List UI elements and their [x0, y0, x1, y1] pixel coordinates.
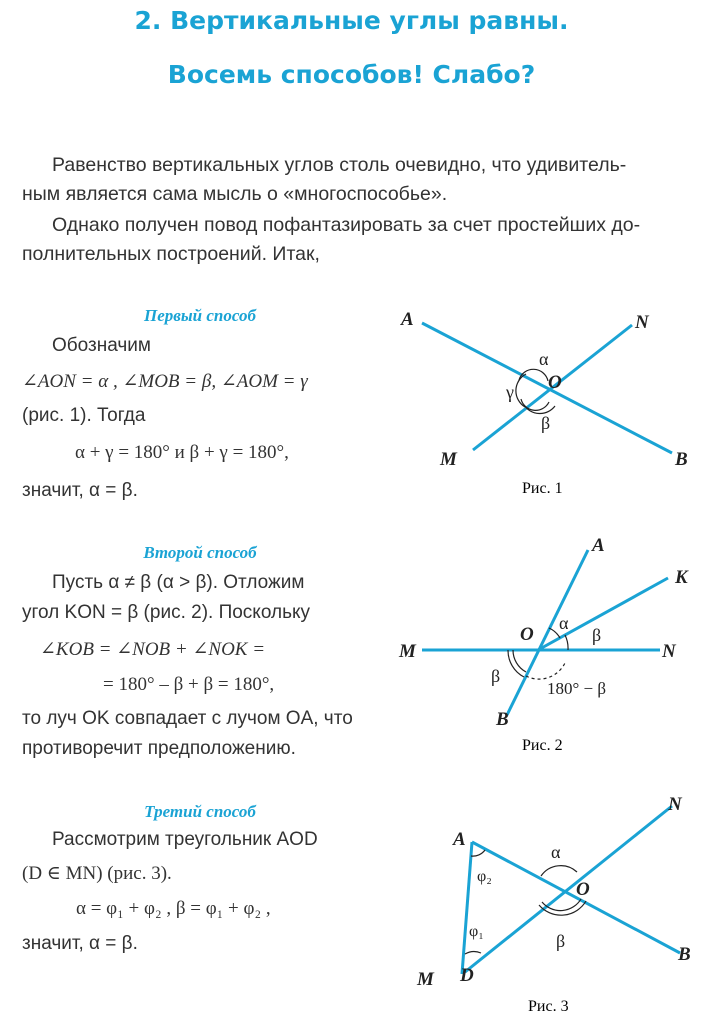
arc-gamma — [516, 374, 526, 407]
line-MN — [465, 806, 672, 972]
point-B: B — [675, 449, 688, 470]
label-phi1: φ₁ — [469, 923, 484, 940]
point-A: A — [453, 829, 466, 850]
figure-1 — [395, 305, 700, 510]
intro-line: ным является сама мысль о «многоспособье». — [22, 183, 448, 205]
intro-paragraph-2 — [22, 211, 682, 240]
method3-line: Рассмотрим треугольник AOD — [52, 829, 318, 850]
arc-beta-bottom — [508, 650, 524, 677]
intro-line: полнительных построений. Итак, — [22, 243, 320, 265]
method2-formula: ∠KOB = ∠NOB + ∠NOK = — [40, 639, 266, 660]
intro-line: Равенство вертикальных углов столь очевидно, что удивитель- — [52, 154, 627, 176]
figure-2-caption: Рис. 2 — [522, 737, 563, 754]
label-alpha: α — [539, 349, 549, 369]
point-N: N — [668, 794, 682, 815]
method3-formula: α = φ₁ + φ₂ , β = φ₁ + φ₂ , — [76, 898, 271, 919]
arc-alpha — [541, 866, 577, 876]
arc-beta-bottom-2 — [513, 650, 526, 672]
page-title: 2. Вертикальные углы равны. — [134, 6, 569, 35]
method1-conclusion: значит, α = β. — [22, 480, 138, 501]
point-K: K — [675, 567, 688, 588]
figure-3 — [405, 790, 700, 1020]
point-D: D — [460, 965, 474, 986]
label-beta-bottom: β — [491, 666, 501, 686]
method3-conclusion: значит, α = β. — [22, 933, 138, 954]
method1-line: (рис. 1). Тогда — [22, 405, 146, 426]
point-B: B — [496, 709, 509, 730]
label-beta: β — [556, 931, 566, 951]
method2-formula: = 180° – β + β = 180°, — [103, 674, 275, 695]
method1-formula: α + γ = 180° и β + γ = 180°, — [75, 442, 289, 463]
label-beta: β — [592, 625, 602, 645]
label-beta: β — [541, 413, 551, 433]
segment-AD — [462, 842, 472, 974]
label-phi2: φ₂ — [477, 868, 492, 885]
figure-2 — [395, 535, 700, 765]
label-gamma: γ — [506, 382, 514, 402]
figure-3-caption: Рис. 3 — [528, 998, 569, 1015]
label-alpha: α — [551, 842, 561, 862]
method1-heading: Первый способ — [144, 306, 256, 325]
arc-phi2 — [471, 850, 485, 856]
intro-paragraph-1 — [22, 151, 682, 180]
arc-phi1 — [465, 952, 481, 954]
intro-line: Однако получен повод пофантазировать за счет простейших до- — [52, 214, 641, 236]
method2-conclusion: противоречит предположению. — [22, 738, 296, 759]
point-O: O — [576, 879, 590, 900]
method2-line: Пусть α ≠ β (α > β). Отложим — [52, 572, 305, 593]
arc-beta — [565, 635, 568, 650]
point-N: N — [662, 641, 676, 662]
line-AB — [422, 323, 672, 453]
point-A: A — [592, 535, 605, 556]
method2-line: угол KON = β (рис. 2). Поскольку — [22, 602, 310, 623]
figure-1-caption: Рис. 1 — [522, 480, 563, 497]
method3-line: (D ∈ MN) (рис. 3). — [22, 863, 172, 884]
method3-heading: Третий способ — [144, 802, 256, 821]
point-M: M — [440, 449, 457, 470]
point-B: B — [678, 944, 691, 965]
point-M: M — [417, 969, 434, 990]
point-M: M — [399, 641, 416, 662]
page-subtitle: Восемь способов! Слабо? — [167, 60, 536, 89]
point-A: A — [401, 309, 414, 330]
method1-formula: ∠AON = α , ∠MOB = β, ∠AOM = γ — [22, 371, 308, 392]
label-alpha: α — [559, 613, 569, 633]
method2-line: то луч OK совпадает с лучом OA, что — [22, 708, 353, 729]
method2-heading: Второй способ — [143, 543, 257, 562]
label-180-minus-beta: 180° − β — [547, 679, 607, 698]
point-O: O — [548, 372, 562, 393]
point-O: O — [520, 624, 534, 645]
point-N: N — [635, 312, 649, 333]
method1-line: Обозначим — [52, 335, 151, 356]
